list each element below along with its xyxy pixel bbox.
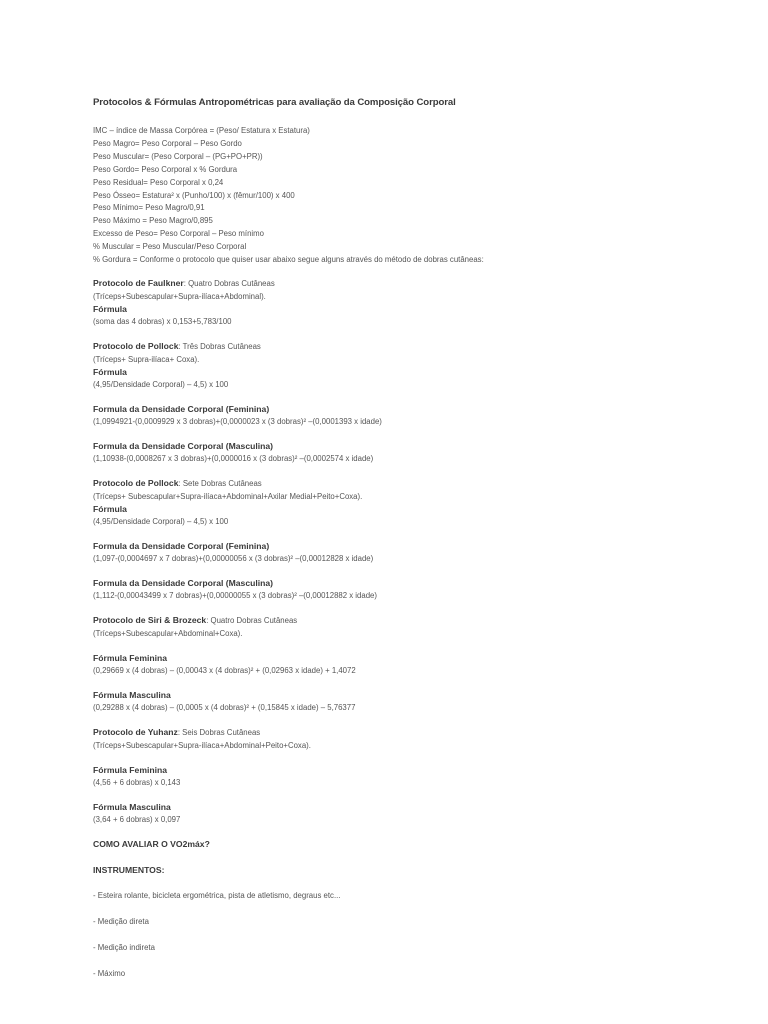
section-siri-brozeck	[93, 614, 733, 640]
formula-text: (0,29669 x (4 dobras) – (0,00043 x (4 dobras)² + (0,02963 x idade) + 1,4072	[93, 665, 356, 675]
definition-peso-maximo: Peso Máximo = Peso Magro/0,895	[93, 216, 213, 226]
definition-peso-magro: Peso Magro= Peso Corporal – Peso Gordo	[93, 138, 242, 148]
instrument-item-equipment: - Esteira rolante, bicicleta ergométrica, pista de atletismo, degraus etc...	[93, 890, 341, 900]
section-detail: (Tríceps+Subescapular+Supra-ilíaca+Abdominal+Peito+Coxa).	[93, 740, 311, 750]
section-subtitle: : Quatro Dobras Cutâneas	[183, 278, 275, 288]
formula-text: (1,112-(0,00043499 x 7 dobras)+(0,00000055 x (3 dobras)² –(0,00012882 x idade)	[93, 590, 377, 600]
formula-text: (soma das 4 dobras) x 0,153+5,783/100	[93, 316, 232, 326]
formula-text: (4,95/Densidade Corporal) – 4,5) x 100	[93, 516, 229, 526]
section-heading	[93, 614, 733, 627]
section-title: Protocolo de Pollock	[93, 477, 179, 488]
definition-gordura-pct: % Gordura = Conforme o protocolo que quiser usar abaixo segue alguns através do método de dobras cutâneas:	[93, 255, 484, 265]
formula-text: (4,95/Densidade Corporal) – 4,5) x 100	[93, 379, 229, 389]
section-heading	[93, 477, 733, 490]
section-density-masculina-7	[93, 577, 733, 602]
formula-text: (0,29288 x (4 dobras) – (0,0005 x (4 dobras)² + (0,15845 x idade) – 5,76377	[93, 702, 356, 712]
definition-peso-residual: Peso Residual= Peso Corporal x 0,24	[93, 177, 224, 187]
definition-peso-muscular: Peso Muscular= (Peso Corporal – (PG+PO+PR))	[93, 151, 263, 161]
definitions-list	[93, 125, 733, 267]
vo2-question-heading: COMO AVALIAR O VO2máx?	[93, 838, 210, 849]
definition-imc: IMC – índice de Massa Corpórea = (Peso/ Estatura x Estatura)	[93, 126, 310, 135]
document-title: Protocolos & Fórmulas Antropométricas para avaliação da Composição Corporal	[93, 97, 456, 108]
section-title: Protocolo de Siri & Brozeck	[93, 614, 207, 625]
section-title: Protocolo de Yuhanz	[93, 726, 178, 737]
section-title: Protocolo de Faulkner	[93, 277, 184, 288]
instrument-item-indirect: - Medição indireta	[93, 942, 155, 952]
formula-label: Fórmula	[93, 503, 127, 514]
section-title: Formula da Densidade Corporal (Masculina)	[93, 440, 274, 451]
formula-text: (1,0994921-(0,0009929 x 3 dobras)+(0,0000023 x (3 dobras)² –(0,0001393 x idade)	[93, 416, 382, 426]
section-title: Fórmula Masculina	[93, 689, 171, 700]
section-siri-feminina	[93, 652, 733, 677]
instrument-item-max: - Máximo	[93, 968, 126, 978]
section-subtitle: : Sete Dobras Cutâneas	[178, 478, 262, 488]
formula-label: Fórmula	[93, 366, 127, 377]
definition-muscular-pct: % Muscular = Peso Muscular/Peso Corporal	[93, 242, 247, 252]
section-title: Fórmula Masculina	[93, 801, 171, 812]
section-title: Formula da Densidade Corporal (Feminina)	[93, 403, 270, 414]
section-title: Protocolo de Pollock	[93, 340, 179, 351]
section-title: Fórmula Feminina	[93, 652, 168, 663]
definition-peso-osseo: Peso Ósseo= Estatura² x (Punho/100) x (fêmur/100) x 400	[93, 190, 295, 200]
section-yuhanz	[93, 726, 733, 752]
formula-text: (1,097-(0,0004697 x 7 dobras)+(0,00000056 x (3 dobras)² –(0,00012828 x idade)	[93, 553, 374, 563]
section-detail: (Tríceps+ Supra-ilíaca+ Coxa).	[93, 354, 200, 364]
section-subtitle: : Quatro Dobras Cutâneas	[206, 615, 298, 625]
section-heading	[93, 277, 733, 290]
section-pollock-seven	[93, 477, 733, 528]
section-yuhanz-feminina	[93, 764, 733, 789]
section-pollock-three	[93, 340, 733, 391]
instrument-item-direct: - Medição direta	[93, 916, 149, 926]
section-detail: (Tríceps+Subescapular+Supra-ilíaca+Abdominal).	[93, 291, 266, 301]
document-page	[93, 97, 733, 980]
instruments-heading: INSTRUMENTOS:	[93, 864, 165, 875]
section-yuhanz-masculina	[93, 801, 733, 826]
section-subtitle: : Seis Dobras Cutâneas	[177, 727, 261, 737]
section-detail: (Tríceps+Subescapular+Abdominal+Coxa).	[93, 628, 243, 638]
definition-peso-minimo: Peso Mínimo= Peso Magro/0,91	[93, 203, 205, 213]
definition-peso-gordo: Peso Gordo= Peso Corporal x % Gordura	[93, 164, 238, 174]
formula-text: (3,64 + 6 dobras) x 0,097	[93, 814, 181, 824]
section-faulkner	[93, 277, 733, 328]
section-density-masculina-3	[93, 440, 733, 465]
section-heading	[93, 340, 733, 353]
section-title: Fórmula Feminina	[93, 764, 168, 775]
section-detail: (Tríceps+ Subescapular+Supra-ilíaca+Abdominal+Axilar Medial+Peito+Coxa).	[93, 491, 363, 501]
formula-text: (4,56 + 6 dobras) x 0,143	[93, 777, 181, 787]
section-title: Formula da Densidade Corporal (Feminina)	[93, 540, 270, 551]
section-density-feminina-3	[93, 403, 733, 428]
formula-label: Fórmula	[93, 303, 127, 314]
section-heading	[93, 726, 733, 739]
definition-excesso-peso: Excesso de Peso= Peso Corporal – Peso mínimo	[93, 229, 264, 239]
formula-text: (1,10938-(0,0008267 x 3 dobras)+(0,0000016 x (3 dobras)² –(0,0002574 x idade)	[93, 453, 374, 463]
section-density-feminina-7	[93, 540, 733, 565]
section-subtitle: : Três Dobras Cutâneas	[178, 341, 261, 351]
section-siri-masculina	[93, 689, 733, 714]
section-title: Formula da Densidade Corporal (Masculina)	[93, 577, 274, 588]
